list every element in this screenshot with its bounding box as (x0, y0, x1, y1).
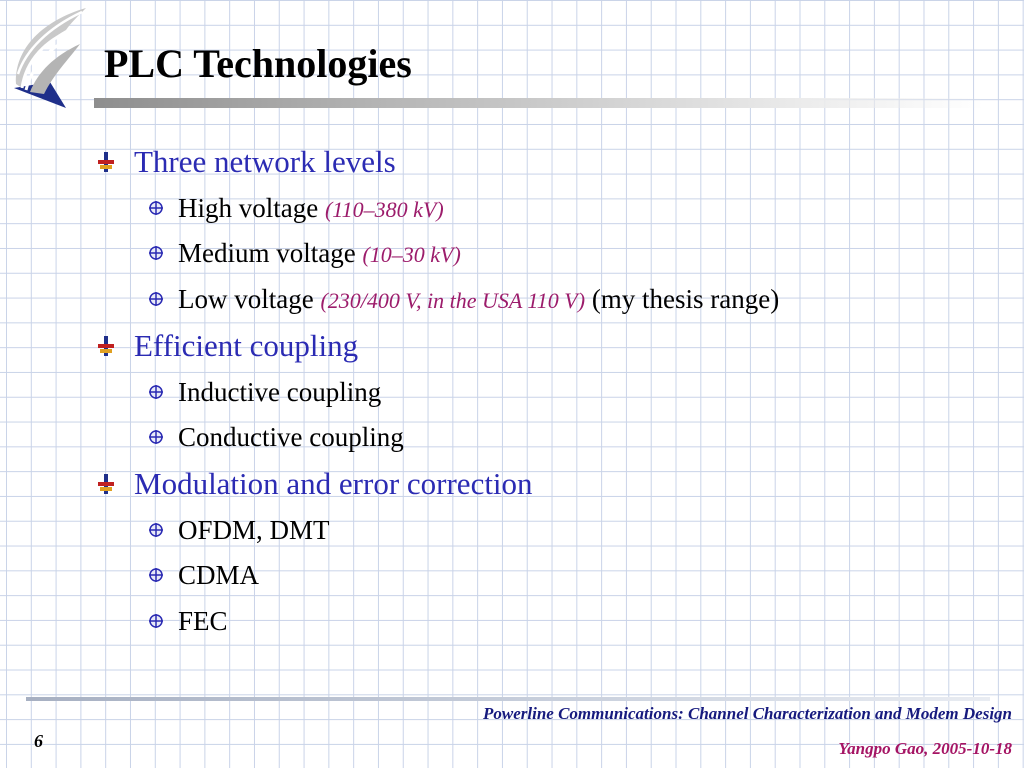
sub-bullet-label: CDMA (178, 560, 260, 590)
crosshair-circle-bullet-icon (148, 429, 164, 445)
bullet-label: Modulation and error correction (134, 466, 533, 501)
title-divider (94, 98, 984, 108)
crosshair-circle-bullet-icon (148, 245, 164, 261)
crosshair-circle-bullet-icon (148, 613, 164, 629)
crosshair-circle-bullet-icon (148, 200, 164, 216)
voltage-range: (230/400 V, in the USA 110 V) (320, 288, 586, 313)
sub-bullet-label: High voltage (178, 193, 319, 223)
voltage-range: (10–30 kV) (362, 242, 461, 267)
stacked-bar-bullet-icon (96, 336, 116, 356)
stacked-bar-bullet-icon (96, 152, 116, 172)
sub-bullet-label: Low voltage (178, 284, 314, 314)
thesis-range-note: (my thesis range) (591, 284, 780, 314)
sub-bullet-label: Inductive coupling (178, 377, 382, 407)
bullet-label: Efficient coupling (134, 328, 359, 363)
feather-wing-logo-icon (8, 4, 92, 108)
footer-divider (26, 697, 990, 701)
footer-author-date: Yangpo Gao, 2005-10-18 (838, 739, 1012, 758)
stacked-bar-bullet-icon (96, 474, 116, 494)
slide-title: PLC Technologies (104, 41, 412, 86)
footer-presentation-title: Powerline Communications: Channel Characterization and Modem Design (483, 704, 1012, 723)
sub-bullet-label: OFDM, DMT (178, 515, 330, 545)
bullet-label: Three network levels (134, 144, 396, 179)
crosshair-circle-bullet-icon (148, 567, 164, 583)
page-number: 6 (34, 731, 43, 751)
sub-bullet-label: Medium voltage (178, 238, 356, 268)
voltage-range: (110–380 kV) (324, 197, 444, 222)
crosshair-circle-bullet-icon (148, 522, 164, 538)
crosshair-circle-bullet-icon (148, 291, 164, 307)
crosshair-circle-bullet-icon (148, 384, 164, 400)
sub-bullet-label: Conductive coupling (178, 422, 404, 452)
sub-bullet-label: FEC (178, 606, 228, 636)
